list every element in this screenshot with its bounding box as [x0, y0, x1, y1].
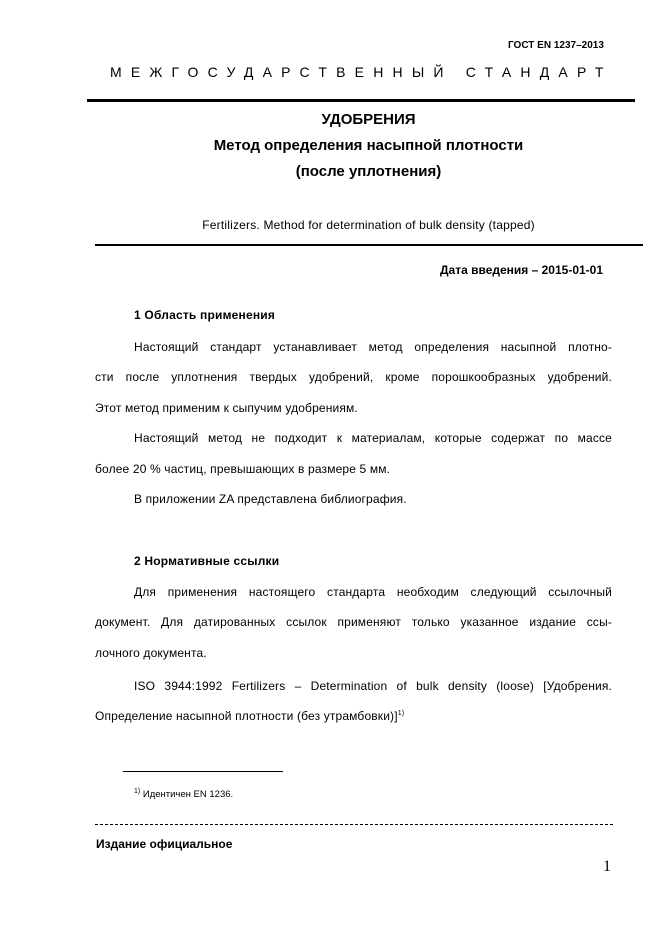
official-edition-label: Издание официальное	[96, 837, 233, 851]
paragraph-line: Для применения настоящего стандарта необходим следующий ссылочный	[134, 585, 612, 599]
title-rule	[95, 244, 643, 246]
footnote-text: Идентичен EN 1236.	[142, 789, 234, 800]
footer-rule	[95, 824, 613, 825]
header-rule	[87, 99, 635, 102]
intro-date: Дата введения – 2015-01-01	[440, 263, 604, 277]
paragraph-line: лочного документа.	[95, 646, 207, 660]
paragraph-line: В приложении ZA представлена библиография.	[134, 492, 407, 506]
document-subtitle: Метод определения насыпной плотности	[213, 137, 524, 154]
document-title: УДОБРЕНИЯ	[321, 111, 416, 128]
reference-line: ISO 3944:1992 Fertilizers – Determination of bulk density (loose) [Удобрения.	[134, 679, 612, 693]
section-2-heading: 2 Нормативные ссылки	[134, 554, 280, 568]
standard-code: ГОСТ EN 1237–2013	[508, 40, 604, 51]
paragraph-line: документ. Для датированных ссылок применяют только указанное издание ссы-	[95, 615, 612, 629]
paragraph-line: Настоящий метод не подходит к материалам, которые содержат по массе	[134, 431, 612, 445]
paragraph-line: Этот метод применим к сыпучим удобрениям.	[95, 401, 358, 415]
section-1-heading: 1 Область применения	[134, 308, 276, 322]
footnote-mark: 1)	[134, 787, 141, 795]
document-subtitle-qualifier: (после уплотнения)	[295, 163, 442, 180]
footnote-reference[interactable]: 1)	[397, 710, 405, 717]
reference-line-end	[95, 709, 612, 723]
paragraph-line: сти после уплотнения твердых удобрений, кроме порошкообразных удобрений.	[95, 370, 612, 384]
english-title: Fertilizers. Method for determination of bulk density (tapped)	[202, 218, 535, 232]
footnote	[134, 789, 233, 800]
paragraph-line: Настоящий стандарт устанавливает метод определения насыпной плотно-	[134, 340, 612, 354]
interstate-standard-label: МЕЖГОСУДАРСТВЕННЫЙ СТАНДАРТ	[110, 64, 613, 80]
paragraph-line: более 20 % частиц, превышающих в размере 5 мм.	[95, 462, 391, 476]
page-number: 1	[603, 858, 611, 875]
footnote-rule	[123, 771, 283, 772]
reference-line-text: Определение насыпной плотности (без утрамбовки)]	[95, 709, 398, 723]
